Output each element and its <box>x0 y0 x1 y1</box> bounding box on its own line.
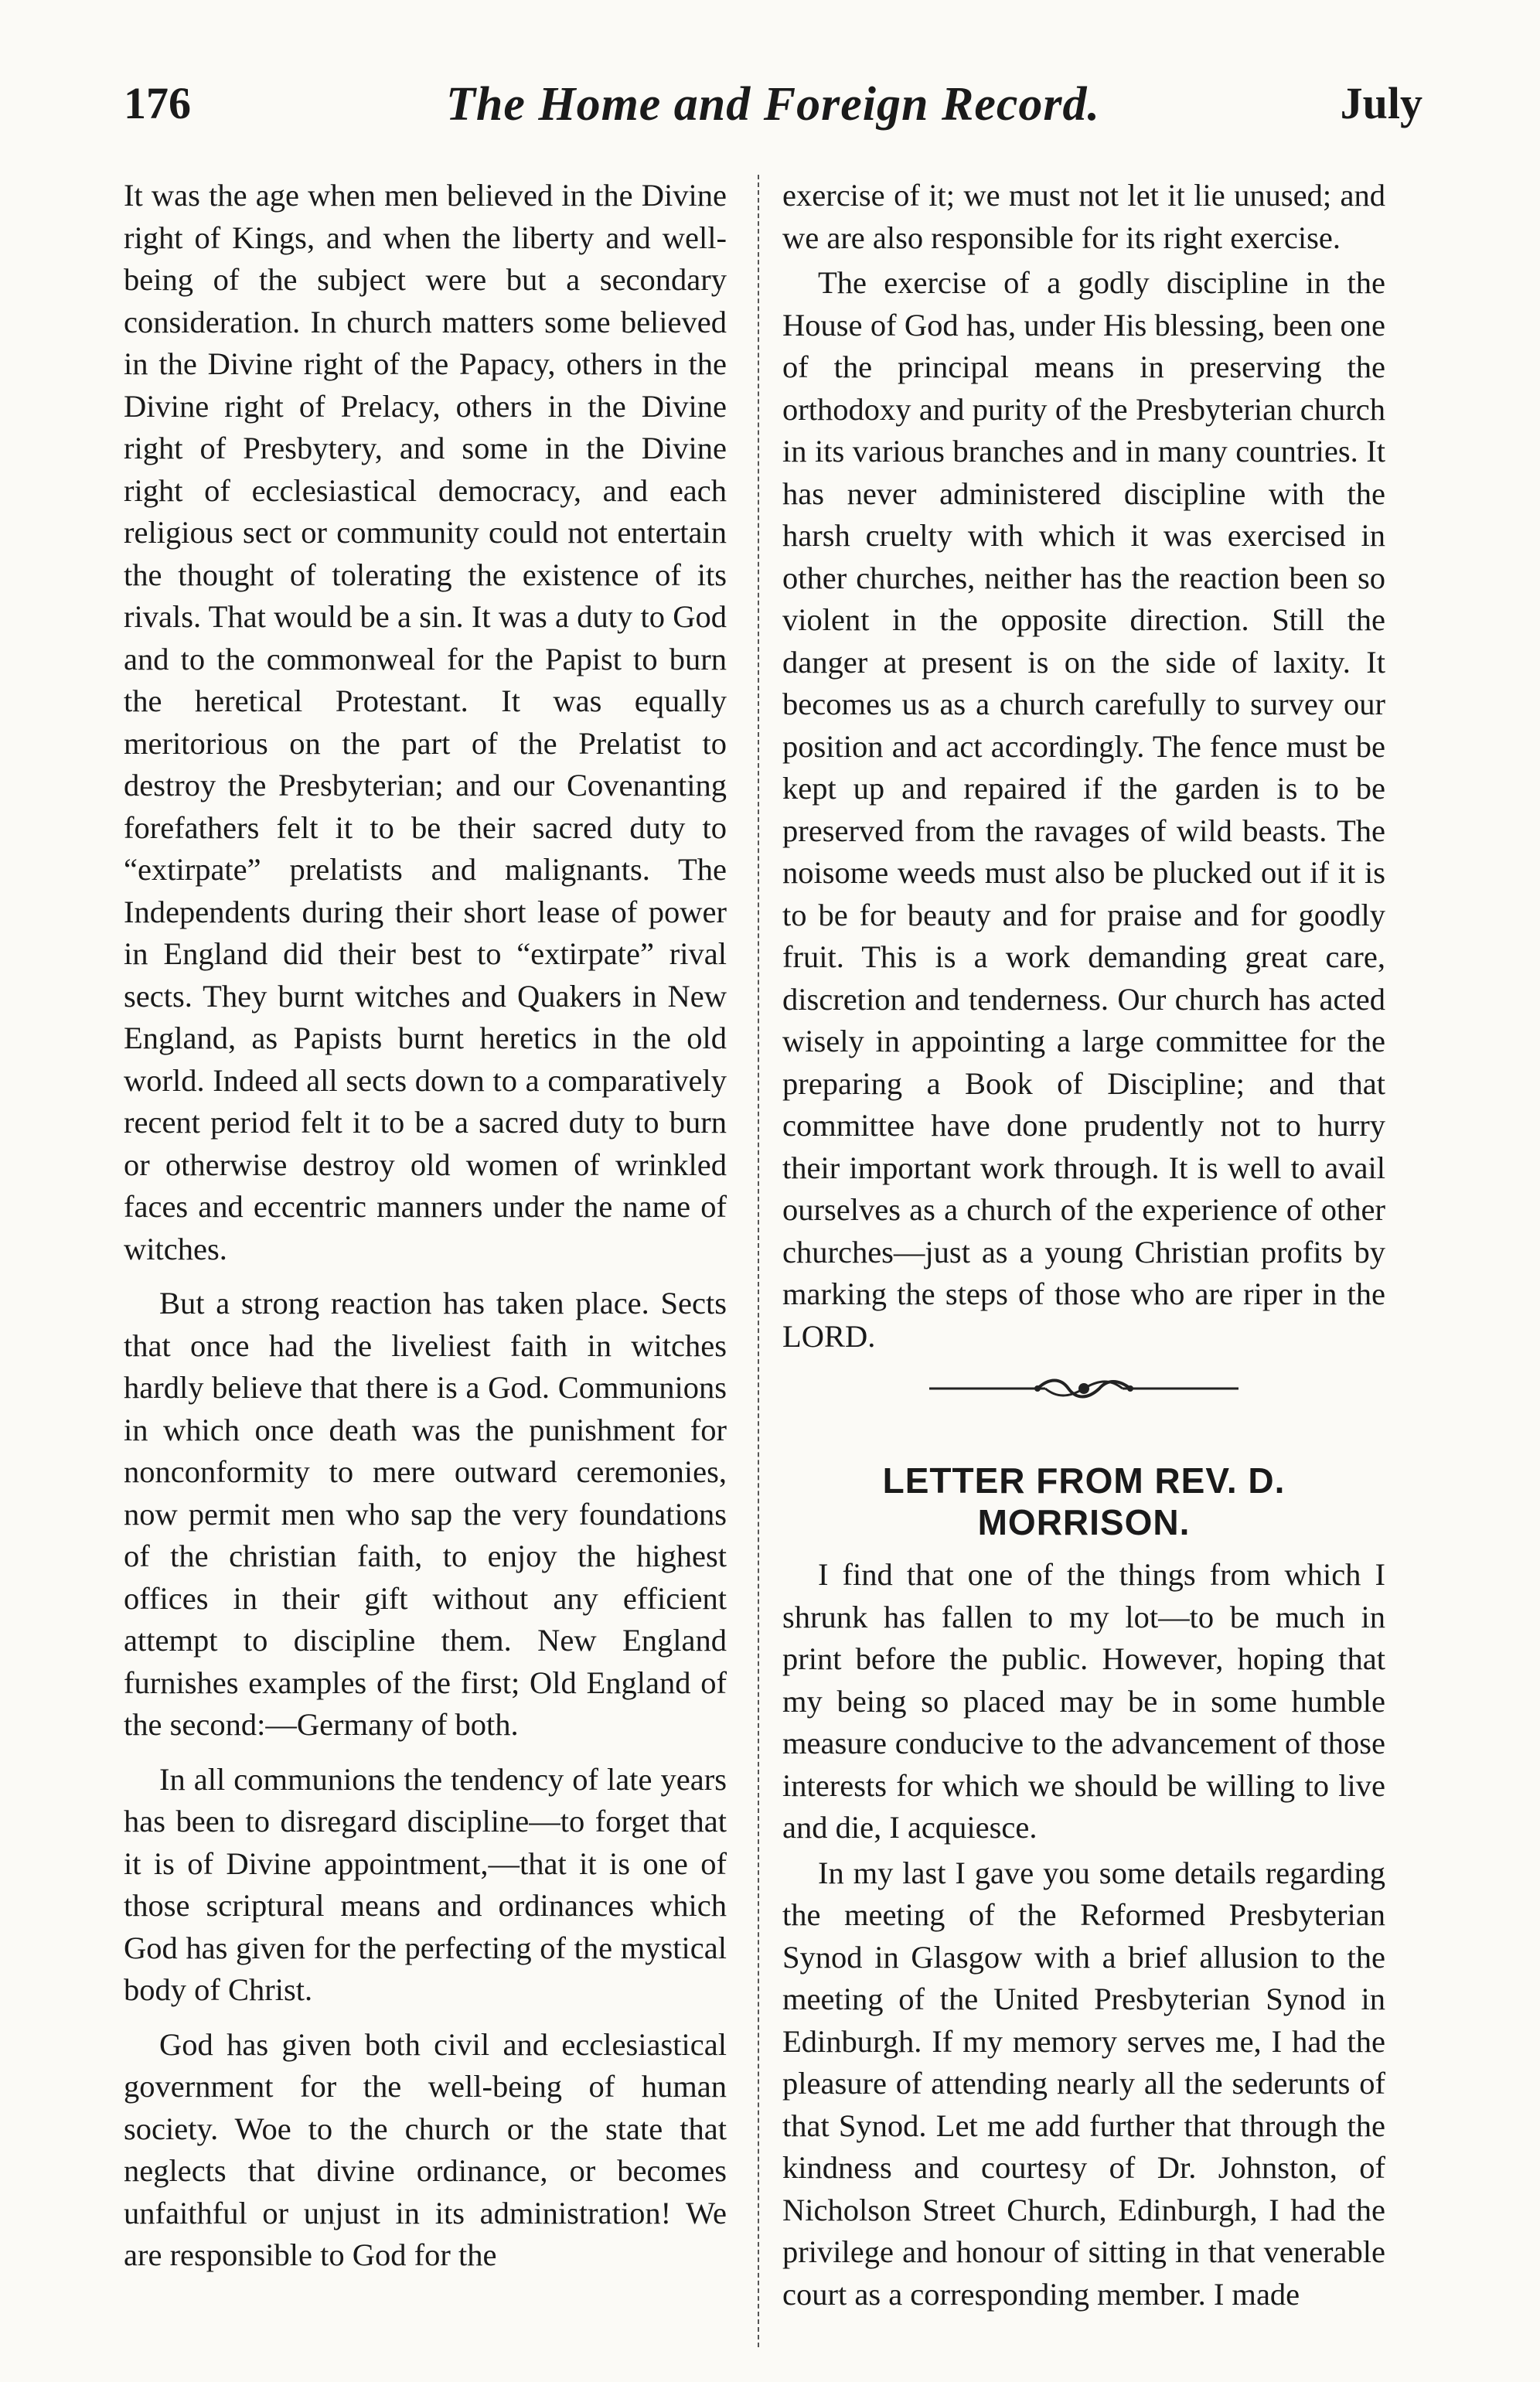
paragraph-disregard-discipline: In all communions the tendency of late years has been to disregard discipline—to forget that it is of Divine appointment,—that it is one of those scriptural means and ordinances which God has given for the perfecting of the mystical body of Christ. <box>124 1761 727 2007</box>
paragraph-godly-discipline: The exercise of a godly discipline in the House of God has, under His blessing, been one of the principal means in preserving the orthodoxy and purity of the Presbyterian church in its various branches and in many countries. It has never administered discipline with the harsh cruelty with which it was exercised in other churches, neither has the reaction been so violent in the opposite direction. Still the danger at present is on the side of laxity. It becomes us as a church carefully to survey our position and act accordingly. The fence must be kept up and repaired if the garden is to be preserved from the ravages of wild beasts. The noisome weeds must also be plucked out if it is to be for beauty and for praise and for goodly fruit. This is a work demanding great care, discretion and tenderness. Our church has acted wisely in appointing a large committee for the preparing a Book of Discipline; and that committee have done prudently not to hurry their important work through. It is well to avail ourselves as a church of the experience of other churches—just as a young Christian profits by marking the steps of those who are riper in the LORD. <box>782 265 1385 1354</box>
paragraph-civil-ecclesiastical-government: God has given both civil and ecclesiastical government for the well-being of human society. Woe to the church or the state that neglects that divine ordinance, or becomes unfaithful or unjust in its administration! We are responsible to God for the <box>124 2026 727 2272</box>
left-column <box>124 175 727 2347</box>
running-header <box>124 77 1422 139</box>
letter-heading: LETTER FROM REV. D. MORRISON. <box>882 1460 1286 1542</box>
scroll-flourish-icon <box>922 1373 1246 1404</box>
ornamental-divider <box>782 1373 1385 1443</box>
journal-title: The Home and Foreign Record. <box>445 78 1101 131</box>
paragraph-letter-intro: I find that one of the things from which I shrunk has fallen to my lot—to be much in print before the public. However, hoping that my being so placed may be in some humble measure conducive to the advancement of those interests for which we should be willing to live and die, I acquiesce. <box>782 1557 1385 1845</box>
column-divider <box>758 175 759 2347</box>
right-column <box>782 175 1385 2347</box>
page-number: 176 <box>124 78 191 128</box>
paragraph-divine-right: It was the age when men believed in the Divine right of Kings, and when the liberty and well-being of the subject were but a secondary consideration. In church matters some believed in the Divine right of the Papacy, others in the Divine right of Prelacy, others in the Divine right of Presbytery, and some in the Divine right of ecclesiastical democracy, and each religious sect or community could not entertain the thought of tolerating the existence of its rivals. That would be a sin. It was a duty to God and to the commonweal for the Papist to burn the heretical Protestant. It was equally meritorious on the part of the Prelatist to destroy the Presbyterian; and our Covenanting forefathers felt it to be their sacred duty to “extirpate” prelatists and malignants. The Independents during their short lease of power in England did their best to “extirpate” rival sects. They burnt witches and Quakers in New England, as Papists burnt heretics in the old world. Indeed all sects down to a comparatively recent period felt it to be a sacred duty to burn or otherwise destroy old women of wrinkled faces and eccentric manners under the name of witches. <box>124 178 727 1266</box>
issue-month: July <box>1340 78 1422 128</box>
paragraph-right-exercise: exercise of it; we must not let it lie unused; and we are also responsible for its right exercise. <box>782 178 1385 255</box>
paragraph-letter-synod: In my last I gave you some details regarding the meeting of the Reformed Presbyterian Synod in Glasgow with a brief allusion to the meeting of the United Presbyterian Synod in Edinburgh. If my memory serves me, I had the pleasure of attending nearly all the sederunts of that Synod. Let me add further that through the kindness and courtesy of Dr. Johnston, of Nicholson Street Church, Edinburgh, I had the privilege and honour of sitting in that venerable court as a corresponding member. I made <box>782 1855 1385 2312</box>
paragraph-strong-reaction: But a strong reaction has taken place. Sects that once had the liveliest faith in witches hardly believe that there is a God. Communions in which once death was the punishment for nonconformity to mere outward ceremonies, now permit men who sap the very foundations of the christian faith, to enjoy the highest offices in their gift without any efficient attempt to discipline them. New England furnishes examples of the first; Old England of the second:—Germany of both. <box>124 1286 727 1742</box>
